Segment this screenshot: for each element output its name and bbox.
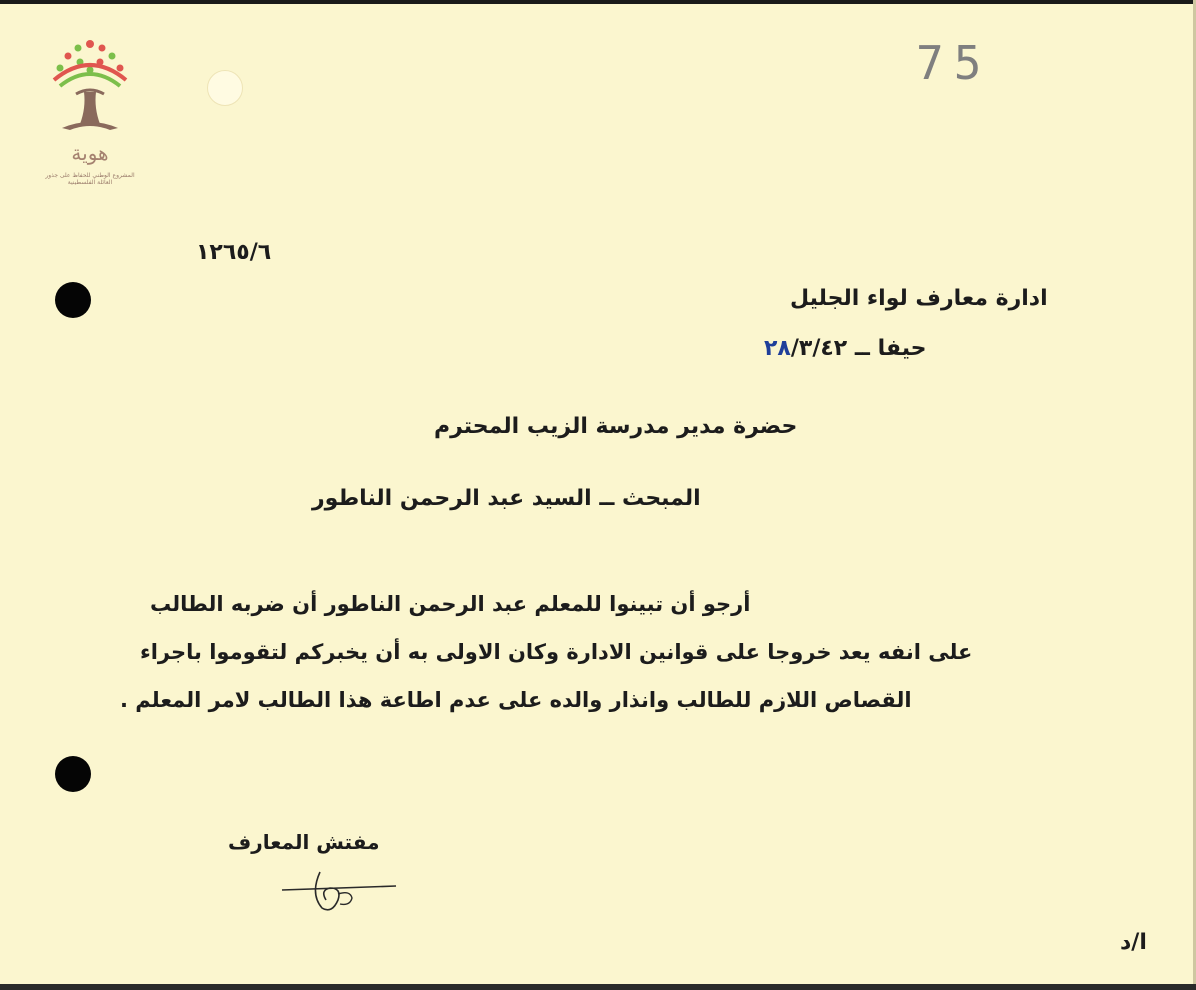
logo-caption: المشروع الوطني للحفاظ على جذور العائلة الفلسطينية: [45, 172, 135, 186]
scan-top-edge: [0, 0, 1196, 4]
archive-page-number: 75: [916, 36, 992, 90]
paper-sticker: [207, 70, 243, 106]
signatory-title: مفتش المعارف: [228, 830, 380, 854]
reference-number: ١٢٦٥/٦: [196, 240, 272, 265]
footer-code: ا/د: [1120, 930, 1147, 955]
city: حيفا: [877, 336, 927, 361]
date-month-year: /٣/٤٢: [790, 336, 848, 361]
organization-name: ادارة معارف لواء الجليل: [790, 286, 1048, 311]
logo-name: هوية: [71, 141, 109, 165]
body-line-3: القصاص اللازم للطالب وانذار والده على عدم اطاعة هذا الطالب لامر المعلم .: [120, 688, 912, 712]
punch-hole-bottom: [55, 756, 91, 792]
body-line-1: أرجو أن تبينوا للمعلم عبد الرحمن الناطور أن ضربه الطالب: [150, 592, 751, 616]
date-dash: ــ: [854, 336, 870, 361]
date-day-handwritten: ٢٨: [764, 336, 791, 361]
punch-hole-top: [55, 282, 91, 318]
place-date-line: [764, 336, 927, 361]
subject-line: المبحث ــ السيد عبد الرحمن الناطور: [312, 486, 701, 511]
addressee-line: حضرة مدير مدرسة الزيب المحترم: [434, 414, 798, 439]
handwritten-signature-icon: [280, 864, 400, 918]
scan-bottom-edge: [0, 984, 1196, 990]
body-line-2: على انفه يعد خروجا على قوانين الادارة وكان الاولى به أن يخبركم لتقوموا باجراء: [140, 640, 973, 664]
